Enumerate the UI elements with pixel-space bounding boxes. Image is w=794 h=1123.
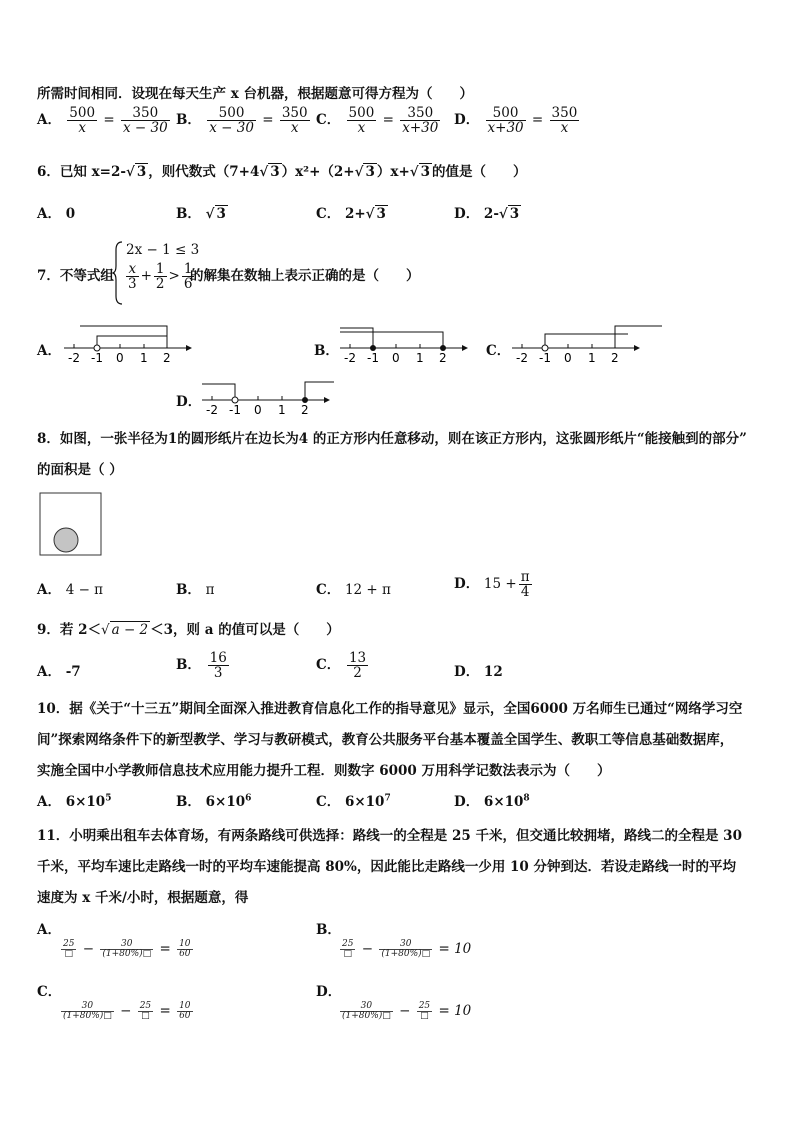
q10-option-a: A． $6\times 10^5$: [37, 793, 112, 810]
q5-option-b: B． $\frac{500}{x - 30}$ = $\frac{350}{x}$: [176, 105, 308, 137]
tick-label: -2: [68, 351, 80, 365]
tick-label: 2: [163, 351, 171, 365]
q7-numberline-c: [508, 322, 666, 366]
q11-option-b: B． 25 □ − $\frac{30}{(1+80\%)□}$ = 10: [316, 922, 472, 959]
q11-option-c: C． $\frac{30}{(1+80\%)□}$ − 25 □ = $\frac{10}{60}$: [37, 984, 191, 1021]
q7-suffix: 的解集在数轴上表示正确的是（ ）: [190, 268, 420, 284]
q8-stem-line2: 的面积是（ ）: [37, 462, 123, 478]
q7-option-a-label: A．: [37, 343, 61, 359]
tick-label: 0: [116, 351, 124, 365]
tick-label: -1: [539, 351, 551, 365]
q6-stem: 6．已知 x=2-√ 3 ，则代数式（7+4√ 3 ）x²+（2+√ 3 ）x+√ 3 的值是（ ）: [37, 160, 527, 180]
tick-label: -1: [229, 403, 241, 417]
q8-option-a: A． 4 − π: [37, 582, 104, 598]
q7-line1: 2x − 1 ≤ 3: [126, 242, 200, 258]
q8-square-figure: [39, 492, 103, 558]
q5-option-d: D． $\frac{500}{x+30}$ = $\frac{350}{x}$: [454, 105, 578, 137]
tick-label: 2: [439, 351, 447, 365]
q10-option-b: B． $6\times 10^6$: [176, 793, 252, 810]
q6-option-c: C． 2+√ 3: [316, 202, 388, 222]
tick-label: -1: [91, 351, 103, 365]
q5-stem: 所需时间相同．设现在每天生产 x 台机器，根据题意可得方程为（ ）: [37, 86, 473, 102]
q7-numberline-a: [60, 322, 192, 366]
q9-stem: 9．若 2＜√ a − 2 ＜3，则 a 的值可以是（ ）: [37, 618, 340, 638]
q7-option-b-label: B．: [314, 343, 339, 359]
q7-numberline-d: [198, 374, 338, 418]
tick-label: 1: [416, 351, 424, 365]
q7-option-d-label: D．: [176, 394, 202, 410]
q9-option-a: A． -7: [37, 664, 81, 680]
q6-option-a: A． 0: [37, 206, 76, 222]
tick-label: -2: [344, 351, 356, 365]
q6-option-d: D． 2-√ 3: [454, 202, 521, 222]
q10-option-c: C． $6\times 10^7$: [316, 793, 391, 810]
tick-label: 1: [140, 351, 148, 365]
q5-option-c: C． $\frac{500}{x}$ = $\frac{350}{x+30}$: [316, 105, 439, 137]
tick-label: 0: [564, 351, 572, 365]
q7-prefix: 7．不等式组: [37, 268, 114, 284]
q6-option-b: B． √ 3: [176, 202, 228, 222]
tick-label: 1: [278, 403, 286, 417]
tick-label: 0: [254, 403, 262, 417]
q11-stem-line2: 千米，平均车速比走路线一时的平均车速能提高 80%，因此能比走路线一少用 10 分钟到达．若设走路线一时的平均: [37, 859, 736, 875]
q9-option-c: C． $\frac{13}{2}$: [316, 650, 367, 682]
tick-label: -2: [206, 403, 218, 417]
q10-stem-line2: 间”探索网络条件下的新型教学、学习与教研模式，教育公共服务平台基本覆盖全国学生、教职工等信息基础数据库，: [37, 732, 734, 748]
q9-option-d: D． 12: [454, 664, 503, 680]
q10-stem-line1: 10．据《关于“十三五”期间全面深入推进教育信息化工作的指导意见》显示，全国6000 万名师生已通过“网络学习空: [37, 701, 743, 717]
q7-option-c-label: C．: [486, 343, 511, 359]
q7-line2: $\frac{x}{3}$ + $\frac{1}{2}$ > $\frac{1}{6}$: [128, 261, 193, 293]
q10-option-d: D． $6\times 10^8$: [454, 793, 530, 810]
tick-label: 2: [611, 351, 619, 365]
tick-label: -1: [367, 351, 379, 365]
q8-option-b: B． π: [176, 582, 215, 598]
q7-numberline-b: [336, 322, 468, 366]
q10-stem-line3: 实施全国中小学教师信息技术应用能力提升工程．则数字 6000 万用科学记数法表示为（ ）: [37, 763, 611, 779]
q7-brace: [112, 240, 124, 306]
tick-label: 2: [301, 403, 309, 417]
q8-option-d: D． 15 + $\frac{\pi}{4}$: [454, 569, 530, 601]
q8-stem-line1: 8．如图，一张半径为1的圆形纸片在边长为4 的正方形内任意移动，则在该正方形内，这张圆形纸片“能接触到的部分”: [37, 431, 747, 447]
tick-label: 1: [588, 351, 596, 365]
q11-option-a: A． 25 □ − $\frac{30}{(1+80\%)□}$ = $\frac{10}{60}$: [37, 922, 191, 959]
q5-option-a: A． $\frac{500}{x}$ = $\frac{350}{x - 30}$: [37, 105, 168, 137]
q11-stem-line3: 速度为 x 千米/小时，根据题意，得: [37, 890, 249, 906]
tick-label: 0: [392, 351, 400, 365]
q11-option-d: D． $\frac{30}{(1+80\%)□}$ − 25 □ = 10: [316, 984, 472, 1021]
q8-option-c: C． 12 + π: [316, 582, 391, 598]
q11-stem-line1: 11．小明乘出租车去体育场，有两条路线可供选择：路线一的全程是 25 千米，但交通比较拥堵，路线二的全程是 30: [37, 828, 742, 844]
tick-label: -2: [516, 351, 528, 365]
q9-option-b: B． $\frac{16}{3}$: [176, 650, 227, 682]
